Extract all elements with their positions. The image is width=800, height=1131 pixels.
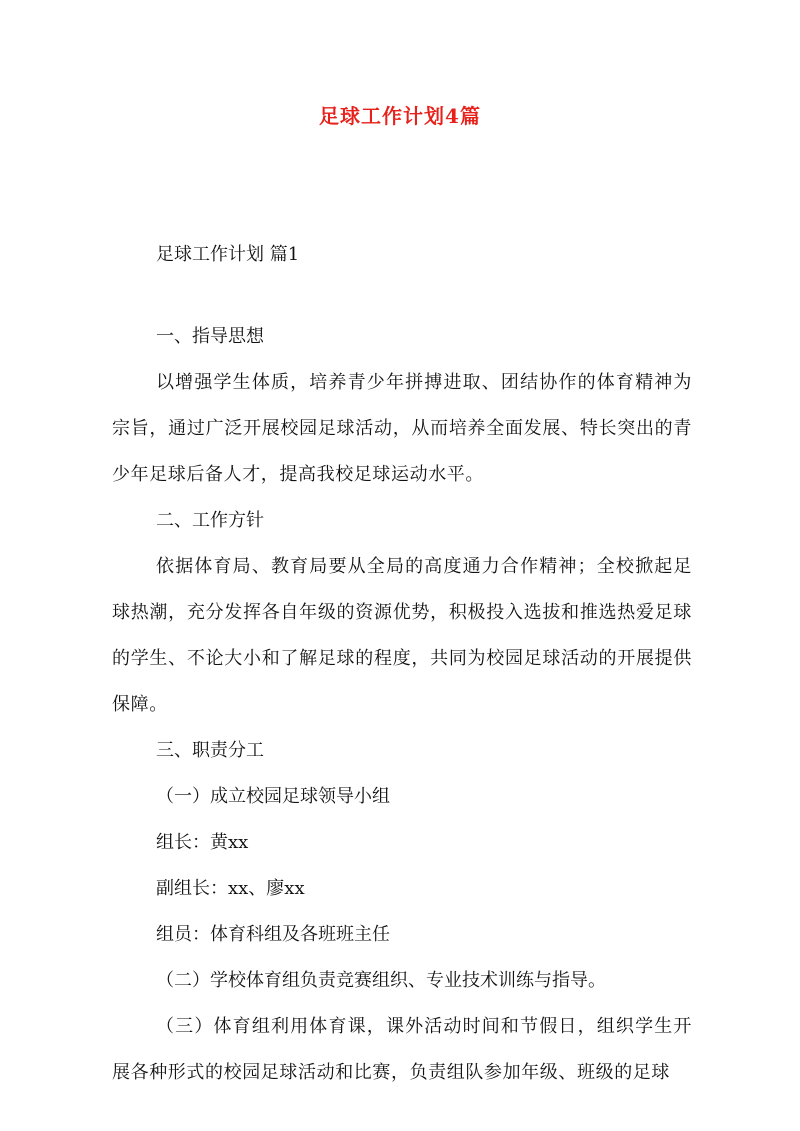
section-1-heading: 一、指导思想 [156, 326, 264, 347]
section-2-heading: 二、工作方针 [156, 510, 264, 531]
section-3-heading: 三、职责分工 [156, 740, 264, 761]
subtitle: 足球工作计划 篇1 [156, 244, 300, 265]
members-line: 组员：体育科组及各班班主任 [156, 924, 390, 945]
section-2-body: 依据体育局、教育局要从全局的高度通力合作精神；全校掀起足球热潮，充分发挥各自年级的资源优势，积极投入选拔和推选热爱足球的学生、不论大小和了解足球的程度，共同为校园足球活动的开展提供保障。 [112, 556, 692, 715]
section-3-item-3: （三）体育组利用体育课，课外活动时间和节假日，组织学生开展各种形式的校园足球活动和比赛，负责组队参加年级、班级的足球 [112, 1016, 692, 1083]
document-title: 足球工作计划4篇 [319, 104, 481, 128]
section-1-body: 以增强学生体质，培养青少年拼搏进取、团结协作的体育精神为宗旨，通过广泛开展校园足球活动，从而培养全面发展、特长突出的青少年足球后备人才，提高我校足球运动水平。 [112, 372, 692, 485]
section-3-item-1: （一）成立校园足球领导小组 [156, 786, 390, 807]
document-body [112, 232, 692, 1096]
section-3-item-2: （二）学校体育组负责竞赛组织、专业技术训练与指导。 [156, 970, 606, 991]
leader-line: 组长：黄xx [156, 832, 249, 853]
vice-leader-line: 副组长：xx、廖xx [156, 878, 305, 899]
